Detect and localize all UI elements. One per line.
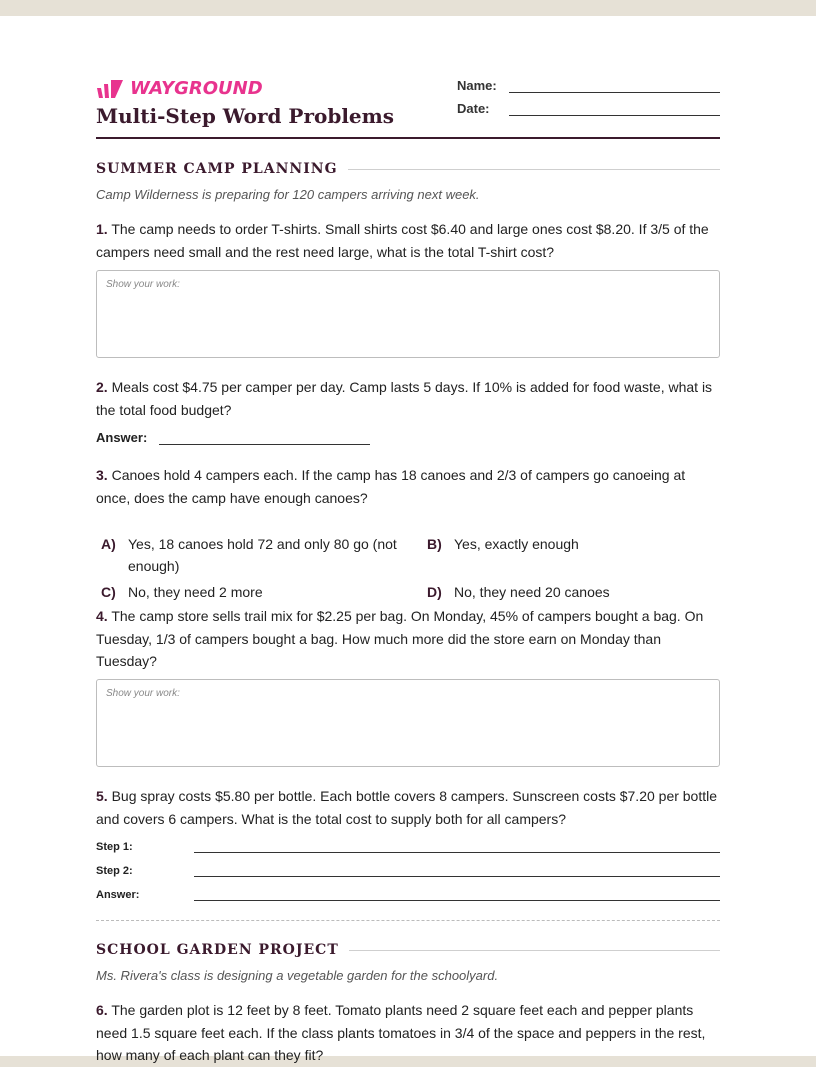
date-label: Date: (457, 101, 490, 116)
question-5 (96, 785, 720, 830)
brand-name: WAYGROUND (130, 78, 263, 99)
question-text: Bug spray costs $5.80 per bottle. Each bottle covers 8 campers. Sunscreen costs $7.20 per bottle and covers 6 campers. What is the total cost to supply both for all campers? (96, 788, 718, 827)
section-header-camp (96, 161, 720, 177)
section-divider (96, 920, 720, 921)
name-line[interactable] (509, 78, 720, 93)
option-b[interactable] (427, 533, 717, 555)
option-text: No, they need 20 canoes (454, 584, 610, 600)
question-4 (96, 605, 720, 673)
step-label: Step 1: (96, 841, 133, 853)
section-header-garden (96, 942, 720, 958)
question-text: The garden plot is 12 feet by 8 feet. Tomato plants need 2 square feet each and pepper plants need 1.5 square feet each. If the class plants tomatoes in 3/4 of the space and peppers in the rest, how many of each plant can they fit? (96, 1002, 706, 1063)
wayground-logo-icon (96, 79, 124, 99)
page-title: Multi-Step Word Problems (96, 104, 395, 128)
option-c[interactable] (101, 581, 401, 603)
section-subtitle: Camp Wilderness is preparing for 120 campers arriving next week. (96, 187, 480, 202)
question-text: Canoes hold 4 campers each. If the camp has 18 canoes and 2/3 of campers go canoeing at once, does the camp have enough canoes? (96, 467, 686, 506)
option-letter: A) (101, 536, 116, 552)
section-rule (349, 950, 720, 951)
option-a[interactable] (101, 533, 401, 577)
work-box-label: Show your work: (106, 688, 180, 699)
question-1 (96, 218, 720, 263)
answer-line[interactable] (159, 430, 370, 445)
work-box-label: Show your work: (106, 279, 180, 290)
section-title: SUMMER CAMP PLANNING (96, 161, 338, 177)
option-d[interactable] (427, 581, 717, 603)
section-subtitle: Ms. Rivera's class is designing a vegetable garden for the schoolyard. (96, 968, 499, 983)
question-number: 6. (96, 1002, 108, 1018)
step-2-field[interactable] (96, 864, 720, 877)
work-box-1[interactable] (96, 270, 720, 358)
name-label: Name: (457, 78, 497, 93)
answer-field-2[interactable] (96, 430, 370, 445)
step-line[interactable] (194, 840, 720, 853)
step-1-field[interactable] (96, 840, 720, 853)
question-number: 2. (96, 379, 108, 395)
brand-logo (96, 78, 263, 99)
question-number: 5. (96, 788, 108, 804)
option-letter: C) (101, 584, 116, 600)
question-2 (96, 376, 720, 421)
question-number: 4. (96, 608, 108, 624)
option-text: Yes, exactly enough (454, 536, 579, 552)
question-number: 1. (96, 221, 108, 237)
answer-label: Answer: (96, 430, 148, 445)
option-text: No, they need 2 more (128, 584, 263, 600)
step-line[interactable] (194, 864, 720, 877)
question-text: The camp needs to order T-shirts. Small shirts cost $6.40 and large ones cost $8.20. If 3/5 of the campers need small and the rest need large, what is the total T-shirt cost? (96, 221, 709, 260)
name-field[interactable] (457, 78, 720, 93)
step-label: Step 2: (96, 865, 133, 877)
option-text: Yes, 18 canoes hold 72 and only 80 go (not enough) (128, 536, 397, 574)
step-line[interactable] (194, 888, 720, 901)
worksheet-page (0, 16, 816, 1063)
step-answer-field[interactable] (96, 888, 720, 901)
option-letter: D) (427, 584, 442, 600)
date-line[interactable] (509, 101, 720, 116)
question-number: 3. (96, 467, 108, 483)
question-text: Meals cost $4.75 per camper per day. Camp lasts 5 days. If 10% is added for food waste, what is the total food budget? (96, 379, 713, 418)
option-letter: B) (427, 536, 442, 552)
question-6 (96, 999, 720, 1067)
date-field[interactable] (457, 101, 720, 116)
section-rule (348, 169, 720, 170)
step-label: Answer: (96, 889, 140, 901)
work-box-4[interactable] (96, 679, 720, 767)
question-text: The camp store sells trail mix for $2.25 per bag. On Monday, 45% of campers bought a bag. On Tuesday, 1/3 of campers bought a bag. How much more did the store earn on Monday than Tuesday? (96, 608, 704, 669)
section-title: SCHOOL GARDEN PROJECT (96, 942, 339, 958)
header-divider (96, 137, 720, 139)
question-3 (96, 464, 720, 509)
